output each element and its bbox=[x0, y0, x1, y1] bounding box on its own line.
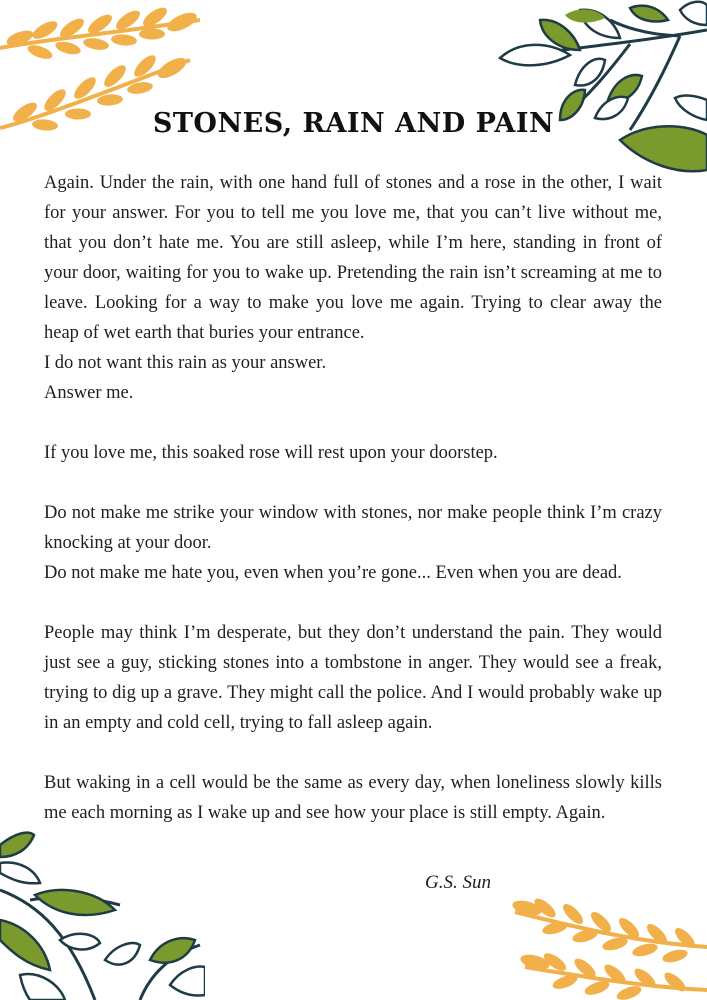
author-signature: G.S. Sun bbox=[425, 872, 491, 893]
leaf-branch-decoration-bottom-left bbox=[0, 825, 205, 1000]
poem-paragraph: Again. Under the rain, with one hand full of stones and a rose in the other, I wait for your answer. For you to tell me you love me, that you can’t live without me, that you don’t hate me. You are still asleep, while I’m here, standing in front of your door, waiting for you to wake up. Pretending the rain isn’t screaming at me to leave. Looking for a way to make you love me again. Trying to clear away the heap of wet earth that buries your entrance. bbox=[44, 173, 662, 343]
poem-paragraph: I do not want this rain as your answer. bbox=[44, 353, 327, 373]
poem-paragraph: But waking in a cell would be the same as every day, when loneliness slowly kills me each morning as I wake up and see how your place is still empty. Again. bbox=[44, 773, 662, 823]
leaf-branch-decoration-top-right bbox=[480, 0, 707, 175]
poem-title: STONES, RAIN AND PAIN bbox=[152, 108, 555, 139]
poem-paragraph: If you love me, this soaked rose will rest upon your doorstep. bbox=[44, 443, 498, 463]
poem-paragraph: People may think I’m desperate, but they don’t understand the pain. They would just see a guy, sticking stones into a tombstone in anger. They would see a freak, trying to dig up a grave. They might call the police. And I would probably wake up in an empty and cold cell, trying to fall asleep again. bbox=[44, 623, 662, 733]
poem-body bbox=[44, 168, 662, 828]
poem-paragraph: Answer me. bbox=[44, 383, 134, 403]
wheat-decoration-bottom-right bbox=[505, 872, 707, 1000]
poem-paragraph: Do not make me strike your window with stones, nor make people think I’m crazy knocking at your door. bbox=[44, 503, 662, 553]
poem-paragraph: Do not make me hate you, even when you’re gone... Even when you are dead. bbox=[44, 563, 622, 583]
